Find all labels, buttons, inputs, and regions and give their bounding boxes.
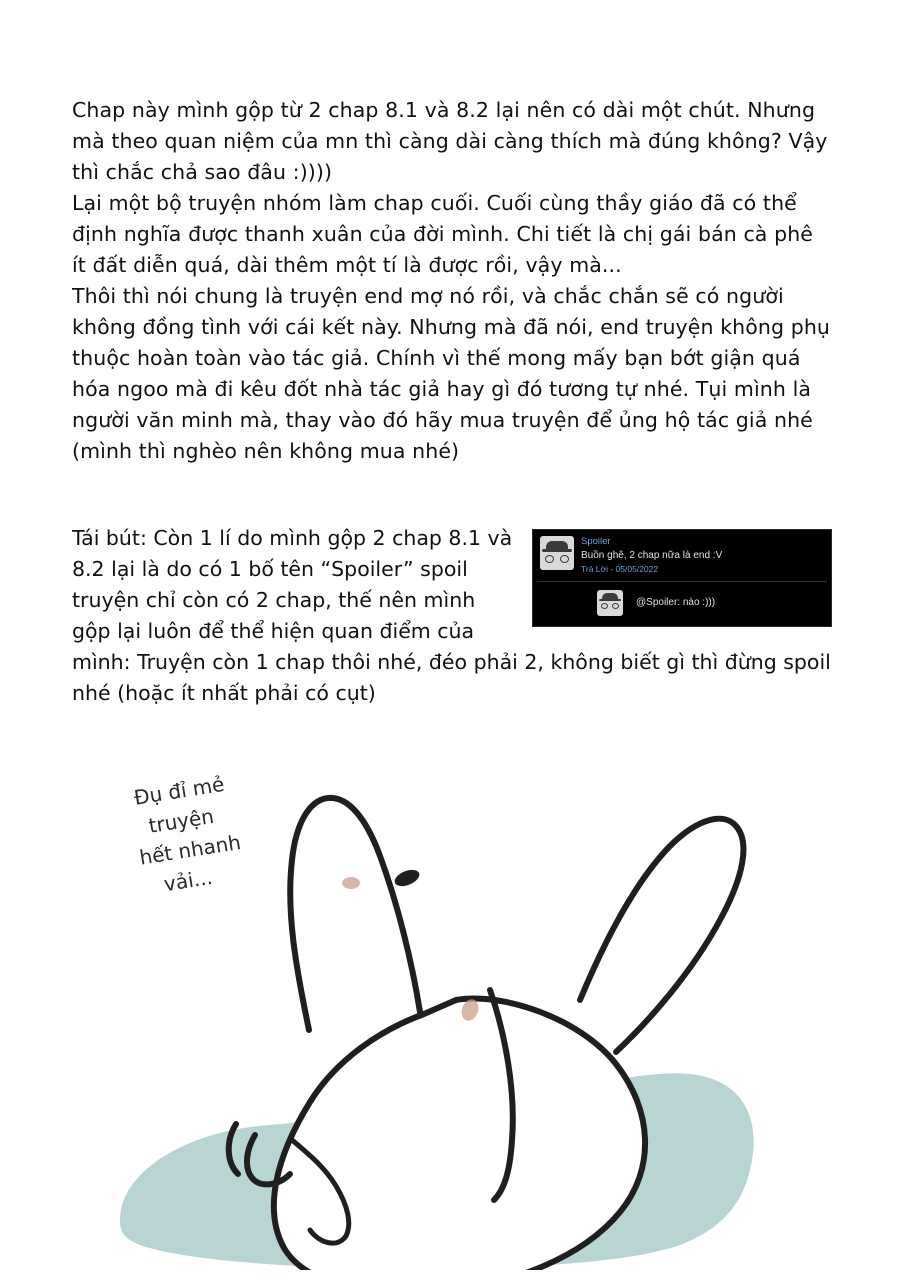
comment-screenshot-container bbox=[532, 529, 832, 627]
handwriting-line-3: hết nhanh bbox=[137, 829, 243, 870]
bunny-left-ear bbox=[290, 798, 420, 1030]
note-paragraph-1: Chap này mình gộp từ 2 chap 8.1 và 8.2 lại nên có dài một chút. Nhưng mà theo quan niệm của mn thì càng dài càng thích mà đúng không? Vậy thì chắc chả sao đâu :)))) bbox=[72, 98, 828, 184]
comment-reply-item bbox=[533, 582, 831, 626]
bunny-illustration bbox=[60, 700, 860, 1270]
avatar-incognito-icon bbox=[540, 536, 574, 570]
bunny-eye bbox=[392, 867, 421, 890]
handwriting-line-2: truyện bbox=[146, 803, 216, 838]
comment-item bbox=[533, 530, 831, 581]
comment-reply-text: @Spoiler: nào :))) bbox=[636, 597, 716, 608]
comment-username[interactable]: Spoiler bbox=[581, 536, 611, 547]
avatar-incognito-icon bbox=[597, 590, 623, 616]
handwriting-line-4: vải... bbox=[162, 864, 215, 897]
comment-body bbox=[581, 536, 825, 575]
postscript-text: Tái bút: Còn 1 lí do mình gộp 2 chap 8.1 và 8.2 lại là do có 1 bố tên “Spoiler” spoil truyện chỉ còn có 2 chap, thế nên mình gộp lại luôn để thể hiện quan điểm của mình: Truyện còn 1 chap thôi nhé, đéo phải 2, không biết gì thì đừng spoil nhé (hoặc ít nhất phải có cụt) bbox=[72, 526, 831, 705]
note-paragraph-2: Lại một bộ truyện nhóm làm chap cuối. Cuối cùng thầy giáo đã có thể định nghĩa được thanh xuân của đời mình. Chi tiết là chị gái bán cà phê ít đất diễn quá, dài thêm một tí là được rồi, vậy mà... bbox=[72, 191, 814, 277]
handwriting-line-1: Đụ đỉ mẻ bbox=[132, 771, 226, 810]
author-note bbox=[72, 95, 832, 467]
comment-text: Buồn ghê, 2 chap nữa là end :V bbox=[581, 550, 723, 561]
postscript-section bbox=[72, 523, 832, 709]
note-paragraph-3: Thôi thì nói chung là truyện end mợ nó rồi, và chắc chắn sẽ có người không đồng tình với cái kết này. Nhưng mà đã nói, end truyện không phụ thuộc hoàn toàn vào tác giả. Chính vì thế mong mấy bạn bớt giận quá hóa ngoo mà đi kêu đốt nhà tác giả hay gì đó tương tự nhé. Tụi mình là người văn minh mà, thay vào đó hãy mua truyện để ủng hộ tác giả nhé (mình thì nghèo nên không mua nhé) bbox=[72, 284, 831, 463]
bunny-blush-left bbox=[342, 877, 360, 889]
bunny-head bbox=[274, 999, 645, 1270]
bunny-right-ear bbox=[580, 819, 743, 1052]
comment-screenshot bbox=[532, 529, 832, 627]
comment-meta[interactable]: Trả Lời - 05/05/2022 bbox=[581, 564, 659, 574]
